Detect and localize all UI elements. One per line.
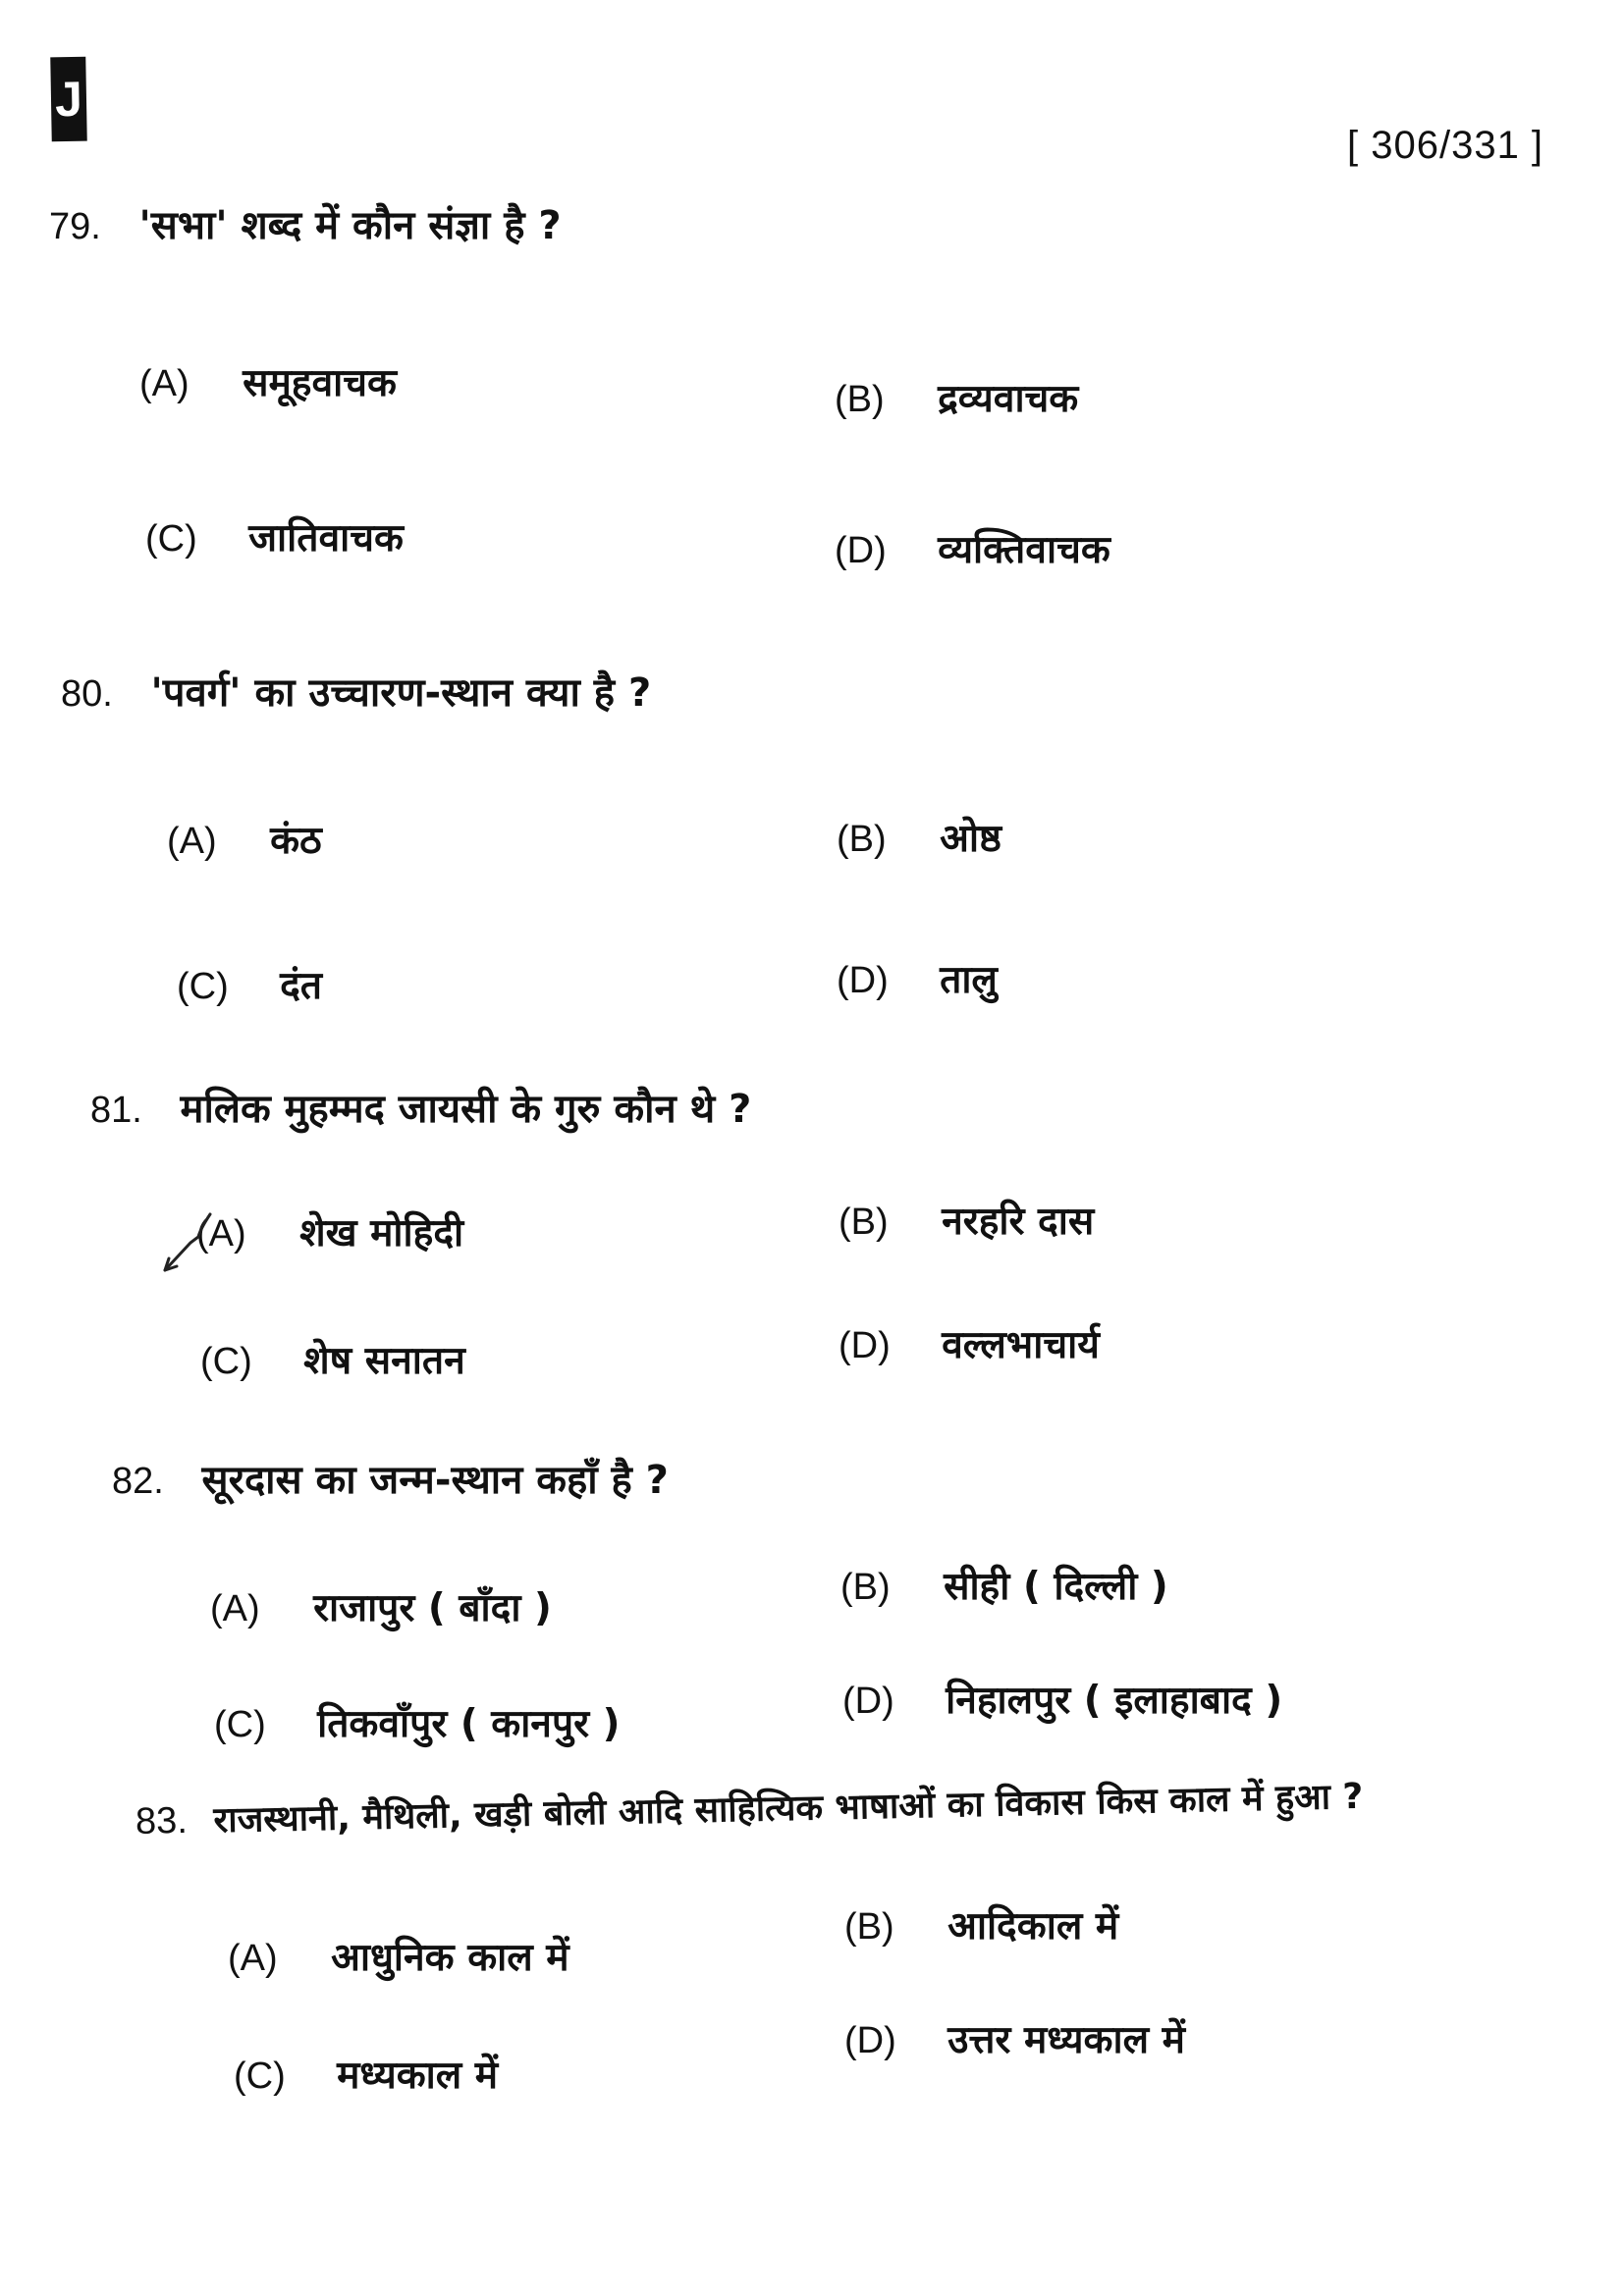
option-text: उत्तर मध्यकाल में <box>947 2018 1185 2062</box>
option-text: शेष सनातन <box>303 1339 465 1383</box>
option-81-d[interactable] <box>839 1317 1100 1369</box>
question-number: 80. <box>61 673 113 715</box>
option-text: नरहरि दास <box>942 1200 1095 1244</box>
option-text: कंठ <box>270 819 322 863</box>
option-82-d[interactable] <box>842 1673 1282 1725</box>
question-80 <box>61 664 651 718</box>
question-text: मलिक मुहम्मद जायसी के गुरु कौन थे ? <box>180 1087 752 1132</box>
option-text: दंत <box>280 964 323 1008</box>
option-82-c[interactable] <box>214 1696 620 1748</box>
option-label: (B) <box>837 819 887 860</box>
option-text: समूहवाचक <box>243 361 397 405</box>
option-label: (B) <box>835 379 885 420</box>
option-text: तिकवाँपुर ( कानपुर ) <box>317 1702 621 1746</box>
option-81-b[interactable] <box>839 1194 1094 1246</box>
option-label: (B) <box>839 1201 889 1243</box>
option-80-c[interactable] <box>177 958 322 1010</box>
question-text: राजस्थानी, मैथिली, खड़ी बोली आदि साहित्यिक भाषाओं का विकास किस काल में हुआ ? <box>213 1776 1364 1842</box>
question-number: 79. <box>49 206 101 247</box>
option-79-d[interactable] <box>835 522 1110 574</box>
option-80-d[interactable] <box>837 952 998 1004</box>
question-82 <box>112 1451 669 1505</box>
option-text: मध्यकाल में <box>337 2054 499 2098</box>
option-79-b[interactable] <box>835 371 1078 423</box>
option-label: (A) <box>196 1213 246 1255</box>
option-label: (C) <box>214 1704 266 1745</box>
option-text: ओष्ठ <box>940 817 1001 861</box>
option-label: (A) <box>210 1588 260 1629</box>
option-text: जातिवाचक <box>248 516 404 561</box>
option-label: (C) <box>200 1341 252 1382</box>
option-text: सीही ( दिल्ली ) <box>944 1565 1168 1609</box>
option-83-d[interactable] <box>844 2012 1185 2064</box>
option-81-c[interactable] <box>200 1333 465 1385</box>
option-text: तालु <box>940 958 998 1002</box>
page-code: [ 306/331 ] <box>1347 124 1544 167</box>
option-79-c[interactable] <box>145 510 404 562</box>
option-label: (D) <box>842 1681 894 1722</box>
option-83-c[interactable] <box>234 2048 498 2100</box>
option-label: (D) <box>837 960 889 1001</box>
series-badge: J <box>50 57 86 142</box>
question-text: 'पवर्ग' का उच्चारण-स्थान क्या है ? <box>150 670 652 716</box>
question-83 <box>135 1771 1363 1844</box>
option-text: व्यक्तिवाचक <box>938 528 1110 572</box>
option-text: शेख मोहिदी <box>299 1211 464 1255</box>
option-label: (A) <box>228 1938 278 1979</box>
option-text: राजापुर ( बाँदा ) <box>313 1586 552 1630</box>
question-text: सूरदास का जन्म-स्थान कहाँ है ? <box>201 1458 669 1503</box>
question-number: 82. <box>112 1461 164 1502</box>
option-label: (D) <box>839 1325 891 1366</box>
question-79 <box>49 196 562 250</box>
option-label: (A) <box>167 821 217 862</box>
option-79-a[interactable] <box>139 355 397 407</box>
option-82-b[interactable] <box>840 1559 1168 1611</box>
option-82-a[interactable] <box>210 1580 552 1632</box>
option-83-a[interactable] <box>228 1930 569 1982</box>
question-number: 81. <box>90 1090 142 1131</box>
option-text: आदिकाल में <box>947 1904 1119 1949</box>
question-number: 83. <box>135 1799 189 1842</box>
option-text: निहालपुर ( इलाहाबाद ) <box>946 1679 1283 1723</box>
option-text: आधुनिक काल में <box>331 1936 569 1980</box>
option-label: (A) <box>139 363 189 404</box>
option-83-b[interactable] <box>844 1898 1118 1950</box>
option-label: (B) <box>844 1906 894 1948</box>
option-80-b[interactable] <box>837 811 1001 863</box>
option-label: (D) <box>844 2020 896 2061</box>
option-label: (C) <box>234 2056 286 2097</box>
option-text: वल्लभाचार्य <box>942 1323 1100 1367</box>
option-text: द्रव्यवाचक <box>938 377 1079 421</box>
question-text: 'सभा' शब्द में कौन संज्ञा है ? <box>138 203 562 248</box>
option-81-a[interactable] <box>196 1205 463 1257</box>
option-label: (C) <box>177 966 229 1007</box>
question-81 <box>90 1080 751 1134</box>
option-80-a[interactable] <box>167 813 322 865</box>
option-label: (C) <box>145 518 197 560</box>
option-label: (B) <box>840 1567 891 1608</box>
option-label: (D) <box>835 530 887 571</box>
